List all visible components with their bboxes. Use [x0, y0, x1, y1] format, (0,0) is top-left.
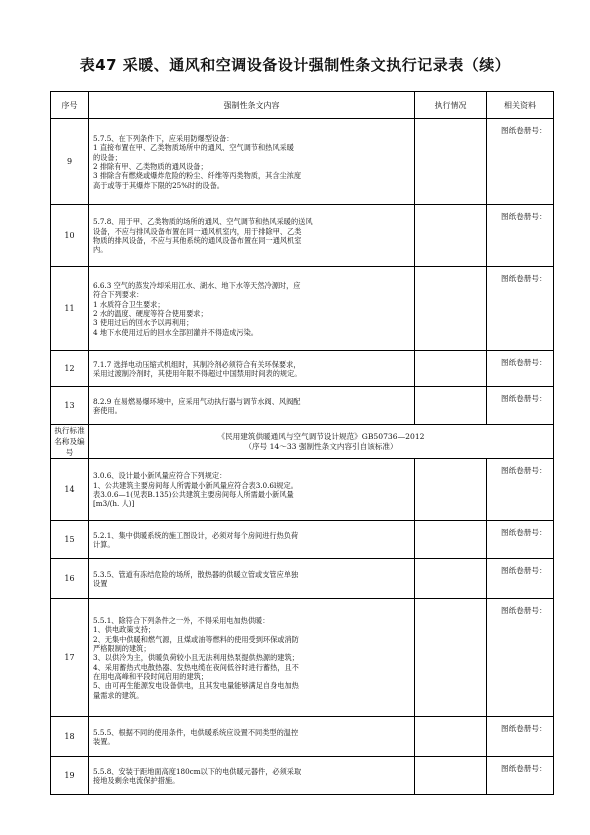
execution-status-cell[interactable]	[415, 205, 487, 267]
clause-line: 3 排除含有燃烧或爆炸危险的粉尘、纤维等丙类物质，其含尘浓度	[93, 171, 302, 181]
clause-line: 8.2.9 在易燃易爆环境中，应采用气动执行器与调节水阀、风阀配	[93, 396, 301, 406]
clause-line: 套使用。	[93, 406, 122, 415]
clause-line: 5、由可再生能源发电设备供电，且其发电量能够满足自身电加热	[93, 681, 299, 691]
rows-group-a	[51, 119, 554, 425]
row-number: 11	[51, 267, 89, 351]
drawing-volume-label: 图纸卷册号：	[487, 351, 554, 387]
clause-line: 5.5.8、安装于距地面高度180cm以下的电供暖元器件，必须采取	[93, 766, 302, 776]
clause-line: 5.2.1、集中供暖系统的施工图设计，必须对每个房间进行热负荷	[93, 530, 299, 540]
clause-line: 的设备；	[93, 152, 122, 162]
clause-text	[89, 459, 415, 521]
clause-line: 1 直接布置在甲、乙类物质场所中的通风、空气调节和热风采暖	[93, 143, 294, 153]
clause-line: 在用电高峰和平段时间启用的建筑；	[93, 671, 209, 681]
table-row	[51, 205, 554, 267]
drawing-volume-label: 图纸卷册号：	[487, 459, 554, 521]
drawing-volume-label: 图纸卷册号：	[487, 267, 554, 351]
clause-text	[89, 387, 415, 425]
clause-line: 量需求的建筑。	[93, 690, 144, 700]
table-row	[51, 459, 554, 521]
execution-status-cell[interactable]	[415, 119, 487, 205]
row-number: 19	[51, 757, 89, 795]
drawing-volume-label: 图纸卷册号：	[487, 599, 554, 717]
drawing-volume-label: 图纸卷册号：	[487, 757, 554, 795]
clause-line: 5.7.5、在下列条件下，应采用防爆型设备：	[93, 134, 234, 144]
clause-line: 装置。	[93, 737, 115, 746]
rows-group-b	[51, 459, 554, 795]
row-number: 15	[51, 521, 89, 559]
clause-text	[89, 119, 415, 205]
clause-line: 3.0.6、设计最小新风量应符合下列规定：	[93, 471, 227, 481]
drawing-volume-label: 图纸卷册号：	[487, 717, 554, 757]
clause-line: 2 水的温度、硬度等符合使用要求；	[93, 309, 208, 318]
clause-line: 物质的排风设备，不应与其他系统的通风设备布置在同一通风机室	[93, 236, 302, 245]
drawing-volume-label: 图纸卷册号：	[487, 205, 554, 267]
standard-row	[51, 425, 554, 459]
table-row	[51, 757, 554, 795]
execution-status-cell[interactable]	[415, 267, 487, 351]
header-clause: 强制性条文内容	[89, 92, 415, 119]
clause-line: 设备，不应与排风设备布置在同一通风机室内，用于排除甲、乙类	[93, 226, 302, 236]
row-number: 16	[51, 559, 89, 599]
row-number: 18	[51, 717, 89, 757]
table-row	[51, 267, 554, 351]
clause-line: 2 排除有甲、乙类物质的通风设备；	[93, 162, 208, 171]
header-exec: 执行情况	[415, 92, 487, 119]
clause-line: 5.5.5、根据不同的使用条件，电供暖系统应设置不同类型的温控	[93, 727, 299, 737]
clause-text	[89, 267, 415, 351]
clause-line: 内。	[93, 245, 108, 255]
clause-line: 严格限制的建筑；	[93, 644, 151, 654]
clause-line: 1、公共建筑主要房间每人所需最小新风量应符合表3.0.6l规定。	[93, 480, 298, 490]
record-table	[50, 91, 554, 795]
clause-text	[89, 599, 415, 717]
standard-name	[89, 425, 554, 459]
clause-line: 1 水质符合卫生要求；	[93, 299, 165, 309]
standard-line-2: （序号 14～33 强制性条文内容引自该标准）	[244, 441, 398, 451]
standard-label: 执行标准名称及编号	[51, 425, 89, 459]
standard-group	[51, 425, 554, 459]
header-ref: 相关资料	[487, 92, 554, 119]
clause-line: 符合下列要求：	[93, 290, 144, 300]
clause-line: 表3.0.6—1(见表B.135)公共建筑主要房间每人所需最小新风量	[93, 490, 294, 499]
row-number: 14	[51, 459, 89, 521]
table-row	[51, 351, 554, 387]
clause-line: 5.7.8、用于甲、乙类物质的场所的通风、空气调节和热风采暖的送风	[93, 217, 313, 227]
row-number: 13	[51, 387, 89, 425]
drawing-volume-label: 图纸卷册号：	[487, 119, 554, 205]
table-row	[51, 599, 554, 717]
standard-line-1: 《民用建筑供暖通风与空气调节设计规范》GB50736—2012	[217, 431, 425, 441]
execution-status-cell[interactable]	[415, 459, 487, 521]
clause-text	[89, 757, 415, 795]
drawing-volume-label: 图纸卷册号：	[487, 521, 554, 559]
table-row	[51, 717, 554, 757]
clause-text	[89, 559, 415, 599]
row-number: 9	[51, 119, 89, 205]
clause-line: 5.3.5、管道有冻结危险的场所，散热器的供暖立管或支管应单独	[93, 569, 299, 579]
header-row	[51, 92, 554, 119]
execution-status-cell[interactable]	[415, 351, 487, 387]
clause-text	[89, 351, 415, 387]
table-row	[51, 521, 554, 559]
clause-line: 接地及剩余电流保护措施。	[93, 776, 180, 785]
clause-line: 1、供电政策支持；	[93, 625, 156, 635]
row-number: 10	[51, 205, 89, 267]
clause-line: 3、以供冷为主，供暖负荷较小且无法利用热泵提供热源的建筑；	[93, 653, 299, 663]
execution-status-cell[interactable]	[415, 521, 487, 559]
drawing-volume-label: 图纸卷册号：	[487, 387, 554, 425]
execution-status-cell[interactable]	[415, 559, 487, 599]
execution-status-cell[interactable]	[415, 387, 487, 425]
clause-text	[89, 521, 415, 559]
clause-line: 4、采用蓄热式电散热器、发热电缆在夜间低谷时进行蓄热，且不	[93, 662, 299, 672]
execution-status-cell[interactable]	[415, 599, 487, 717]
execution-status-cell[interactable]	[415, 717, 487, 757]
page-title: 表47 采暖、通风和空调设备设计强制性条文执行记录表（续）	[79, 56, 511, 74]
table-row	[51, 559, 554, 599]
clause-line: 2、无集中供暖和燃气源，且煤或油等燃料的使用受到环保或消防	[93, 634, 299, 644]
drawing-volume-label: 图纸卷册号：	[487, 559, 554, 599]
clause-line: 5.5.1、除符合下列条件之一外，不得采用电加热供暖：	[93, 616, 270, 626]
clause-text	[89, 717, 415, 757]
clause-line: 6.6.3 空气的蒸发冷却采用江水、湖水、地下水等天然冷源时，应	[93, 281, 301, 291]
clause-line: 采用过渡制冷剂时，其使用年限不得超过中国禁用时间表的规定。	[93, 369, 302, 378]
clause-line: 7.1.7 选择电动压缩式机组时，其制冷剂必须符合有关环保要求，	[93, 359, 301, 369]
clause-line: [m3/(h. 人)]	[93, 499, 135, 509]
clause-line: 设置	[93, 579, 108, 588]
clause-line: 计算。	[93, 540, 115, 549]
table-row	[51, 119, 554, 205]
clause-line: 4 地下水使用过后的回水全部回灌并不得造成污染。	[93, 327, 258, 337]
clause-line: 3 使用过后的回水予以再利用；	[93, 318, 194, 328]
row-number: 17	[51, 599, 89, 717]
row-number: 12	[51, 351, 89, 387]
table-row	[51, 387, 554, 425]
clause-line: 高于或等于其爆炸下限的25%时的设备。	[93, 180, 224, 190]
execution-status-cell[interactable]	[415, 757, 487, 795]
header-no: 序号	[51, 92, 89, 119]
clause-text	[89, 205, 415, 267]
